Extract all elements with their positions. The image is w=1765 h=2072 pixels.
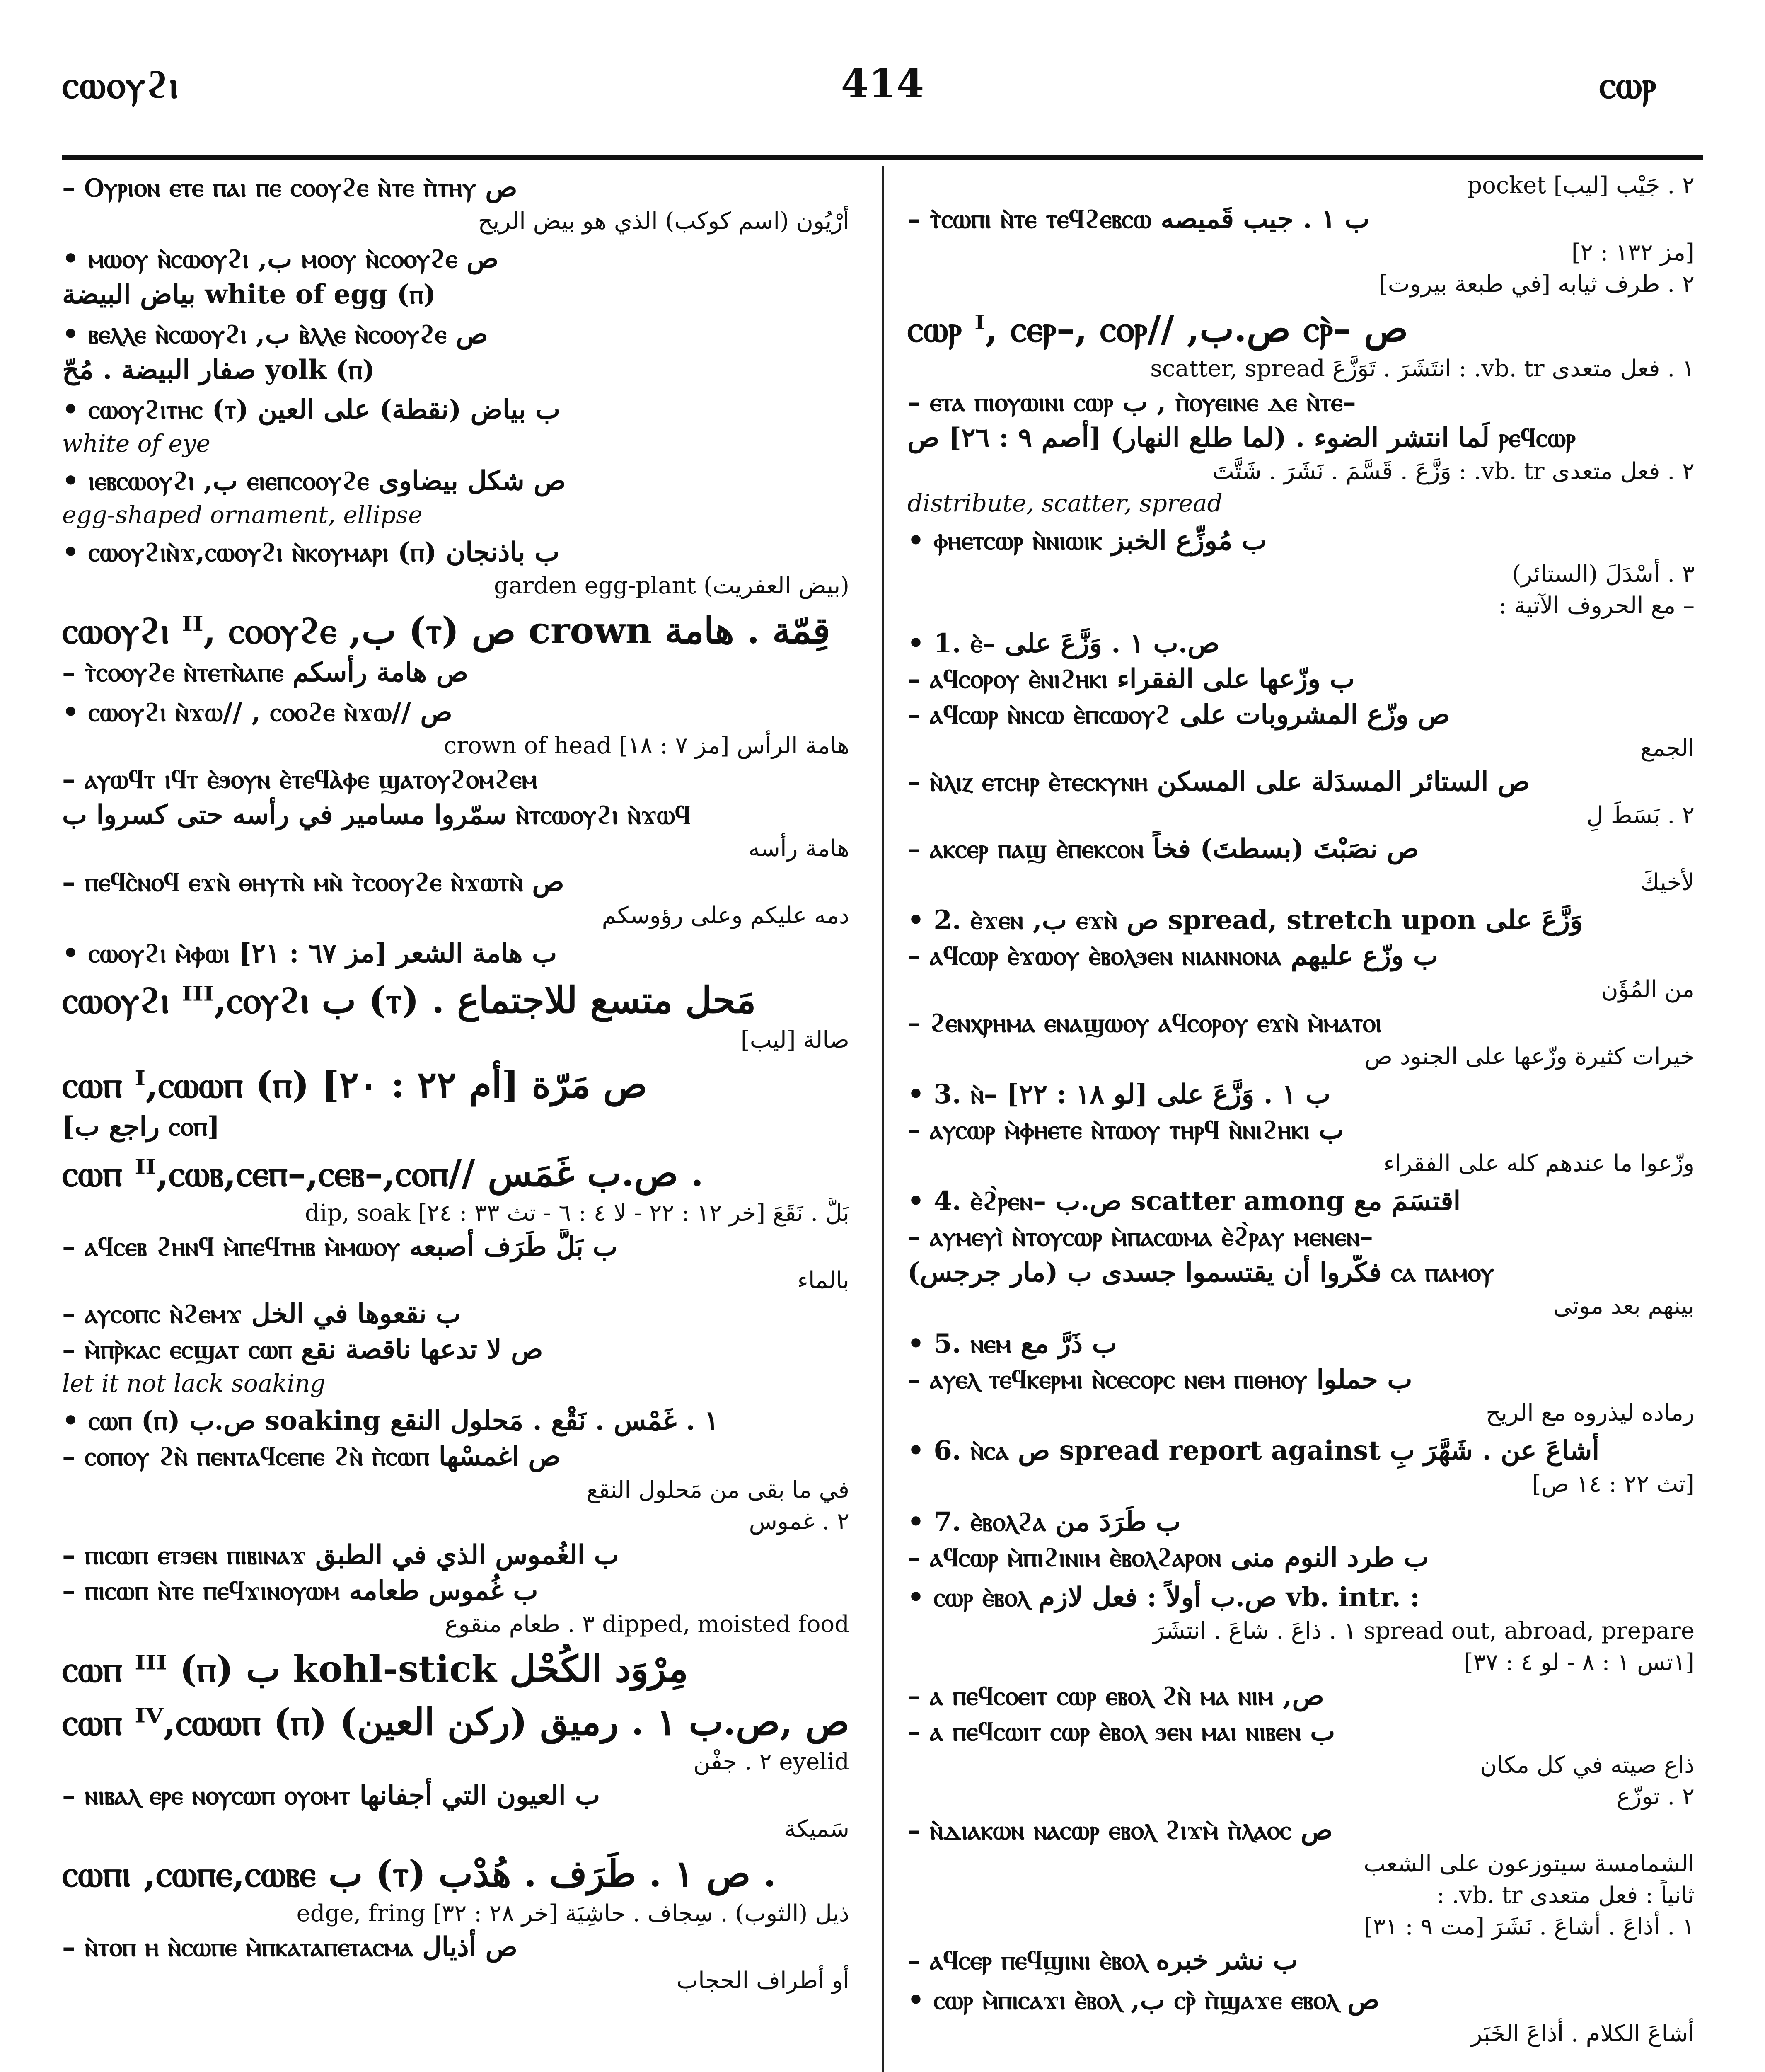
arabic-line: ذيل (الثوب) . سِجاف . حاشِيَة [خر ٢٨ : ٣٢] edge, fring: [296, 1900, 849, 1927]
dictionary-entry: [907, 170, 1695, 300]
dictionary-entry: [907, 1580, 1695, 1978]
arabic-line: خيرات كثيرة وزّعها على الجنود ص: [1364, 1043, 1695, 1070]
arabic-line: eyelid ٢ . جفْن: [693, 1748, 849, 1775]
arabic-line: أشاعَ الكلام . أذاعَ الخَبَر: [1471, 2020, 1695, 2047]
dictionary-entry: [907, 304, 1695, 519]
coptic-line: – Ⲟⲩⲣⲓⲟⲛ ⲉⲧⲉ ⲡⲁⲓ ⲡⲉ ⲥⲟⲟⲩϩⲉ ⲛ̀ⲧⲉ ⲡ̀ⲧⲏⲩ ص: [62, 172, 517, 203]
coptic-line: – ⲁⲩⲥⲱⲣ ⲙ̀ⲫⲏⲉⲧⲉ ⲛ̀ⲧⲱⲟⲩ ⲧⲏⲣϥ ⲛ̀ⲛⲓϩⲏⲕⲓ ب: [907, 1114, 1344, 1145]
running-head-left: ⲥⲱⲟⲩϩⲓ: [62, 62, 179, 107]
coptic-line: • 3. ⲛ̀– ب ١ . وَزَّعَ على [لو ١٨ : ٢٢]: [907, 1079, 1331, 1110]
coptic-line: – ⲡⲉϥⲥ̀ⲛⲟϥ ⲉϫⲛ̀ ⲑⲏⲩⲧⲛ̀ ⲙⲛ̀ ⲧ̀ⲥⲟⲟⲩϩⲉ ⲛ̀ϫⲱⲧⲛ̀ ص: [62, 867, 564, 898]
right-column: [907, 170, 1695, 2072]
arabic-line: ذاع صيته في كل مكان: [1480, 1752, 1695, 1779]
arabic-line: ٣ . أَسْدَلَ (الستائر): [1512, 561, 1695, 588]
coptic-line: – ⲥⲟⲡⲟⲩ ϩⲛ̀ ⲡⲉⲛⲧⲁϥⲥⲉⲡⲉ ϩⲛ̀ ⲡ̀ⲥⲱⲡ ص اغمسْها: [62, 1441, 561, 1472]
entry-headword: ⲥⲱⲡ ᴵ,ⲥⲱⲱⲡ (ⲡ) ص مَرّة [أم ٢٢ : ٢٠]: [62, 1063, 648, 1106]
entry-headword: ⲥⲱⲡ ᴵⱽ,ⲥⲱⲱⲡ (ⲡ) ص ,ص.ب ١ . رميق (ركن العين): [62, 1700, 849, 1743]
dictionary-entry: [62, 606, 849, 690]
arabic-line: الجمع: [1640, 735, 1695, 762]
arabic-line: dipped, moisted food ٣ . طعام منقوع: [445, 1611, 849, 1638]
coptic-line: – ⲙ̀ⲡⲣ̀ⲕⲁⲥ ⲉⲥϣⲁⲧ ⲥⲱⲡ ص لا تدعها ناقصة نقع: [62, 1334, 543, 1365]
arabic-line: ٢ . فعل متعدى vb. tr. : وَزَّعَ . قَسَّمَ . نَشَرَ . شَتَّتَ: [1212, 458, 1695, 485]
coptic-line: – ⲛ̀ⲧⲟⲡ ⲏ ⲛ̀ⲥⲱⲡⲉ ⲙ̀ⲡⲕⲁⲧⲁⲡⲉⲧⲁⲥⲙⲁ ص أذيال: [62, 1932, 518, 1963]
dictionary-entry: [907, 1504, 1695, 1576]
arabic-line: ٢ . بَسَطَ لِ: [1586, 802, 1695, 829]
coptic-line: – ⲁ ⲡⲉϥⲥⲱⲓⲧ ⲥⲱⲣ ⲉ̀ⲃⲟⲗ ϧⲉⲛ ⲙⲁⲓ ⲛⲓⲃⲉⲛ ب: [907, 1716, 1335, 1747]
dictionary-entry: [62, 317, 849, 388]
dictionary-entry: [62, 1403, 849, 1640]
dictionary-entry: [62, 936, 849, 971]
arabic-line: لأخيكَ: [1640, 869, 1695, 896]
dictionary-entry: [62, 1644, 849, 1693]
coptic-line: – ⲁⲩⲥⲟⲡⲥ ⲛ̀ϩⲉⲙϫ ب نقعوها في الخل: [62, 1298, 461, 1329]
coptic-line: – ⲧ̀ⲥⲟⲟⲩϩⲉ ⲛ̀ⲧⲉⲧⲛ̀ⲁⲡⲉ ص هامة رأسكم: [62, 657, 468, 688]
dictionary-entry: [907, 1077, 1695, 1179]
arabic-line: [١تس ١ : ٨ - لو ٤ : ٣٧]: [1464, 1649, 1695, 1676]
arabic-line: ٢ . غموس: [749, 1508, 849, 1535]
coptic-line: • 5. ⲛⲉⲙ ب ذَرَّ مع: [907, 1328, 1117, 1359]
arabic-line: ٢ . توزّع: [1616, 1783, 1695, 1810]
coptic-line: • ⲥⲱⲡ (ⲡ) ص.ب soaking ١ . غَمْس . نَقْع . مَحلول النقع: [62, 1405, 719, 1436]
coptic-line: • ⲥⲱⲟⲩϩⲓ ⲛ̀ϫⲱ// , ⲥⲟⲟϩⲉ ⲛ̀ϫⲱ// ص: [62, 697, 452, 728]
coptic-line: – ⲧ̀ⲥⲱⲡⲓ ⲛ̀ⲧⲉ ⲧⲉϥϩⲉⲃⲥⲱ ب ١ . جيب قَميصه: [907, 203, 1370, 235]
left-column: [62, 170, 849, 2072]
dictionary-entry: [62, 170, 849, 237]
arabic-line: – مع الحروف الآتية :: [1499, 592, 1695, 619]
coptic-line: – ⲉⲧⲁ ⲡⲓⲟⲩⲱⲓⲛⲓ ⲥⲱⲣ ب , ⲡ̀ⲟⲩⲉⲓⲛⲉ ⲇⲉ ⲛ̀ⲧⲉ–: [907, 387, 1356, 418]
coptic-line: – ⲁⲩⲙⲉⲩⲓ̀ ⲛ̀ⲧⲟⲩⲥⲱⲣ ⲙ̀ⲡⲁⲥⲱⲙⲁ ⲉ̀ϩ̀ⲣⲁⲩ ⲙⲉⲛⲉⲛ–: [907, 1221, 1373, 1252]
arabic-line: أو أطراف الحجاب: [676, 1967, 849, 1994]
coptic-line: – ⲁⲩⲱϥⲧ ⲓϥⲧ ⲉ̀ϧⲟⲩⲛ ⲉ̀ⲧⲉϥⲁ̀ⲫⲉ ϣⲁⲧⲟⲩϩⲟⲙϩⲉⲙ: [62, 764, 537, 795]
arabic-line: [مز ١٣٢ : ٢]: [1571, 239, 1695, 266]
coptic-line: • 7. ⲉ̀ⲃⲟⲗϩⲁ ب طَرَدَ من: [907, 1506, 1181, 1537]
coptic-line: – ⲛⲓⲃⲁⲗ ⲉⲣⲉ ⲛⲟⲩⲥⲱⲡ ⲟⲩⲟⲙⲧ ب العيون التي أجفانها: [62, 1780, 600, 1811]
dictionary-entry: [62, 241, 849, 312]
arabic-line: هامة الرأس [مز ٧ : ١٨] crown of head: [444, 732, 849, 759]
page-number: 414: [841, 60, 924, 107]
dictionary-entry: [62, 1060, 849, 1145]
arabic-line: هامة رأسه: [748, 835, 849, 862]
entry-headword: ⲥⲱⲡ ᴵᴵᴵ (ⲡ) ب kohl-stick مِرْوَد الكُحْل: [62, 1647, 688, 1690]
coptic-line: • ⲃⲉⲗⲗⲉ ⲛ̀ⲥⲱⲟⲩϩⲓ ,ب ⲃ̀ⲗⲗⲉ ⲛ̀ⲥⲟⲟⲩϩⲉ ص: [62, 319, 488, 350]
dictionary-entry: [62, 1697, 849, 1845]
dictionary-entry: [907, 1433, 1695, 1500]
entry-headword: ⲥⲱⲟⲩϩⲓ ᴵᴵᴵ,ⲥⲟⲩϩⲓ ب (ⲧ) . مَحل متسع للاجتماع: [62, 978, 756, 1021]
coptic-line: • ⲥⲱⲟⲩϩⲓⲛ̀ϫ,ⲥⲱⲟⲩϩⲓ ⲛ̀ⲕⲟⲩⲙⲁⲣⲓ (ⲡ) ب باذنجان: [62, 537, 560, 568]
coptic-line: – ⲛ̀ⲇⲓⲁⲕⲱⲛ ⲛⲁⲥⲱⲣ ⲉⲃⲟⲗ ϩⲓϫⲙ̀ ⲡ̀ⲗⲁⲟⲥ ص: [907, 1815, 1333, 1846]
dictionary-entry: [62, 695, 849, 932]
arabic-line: spread out, abroad, prepare ١ . ذاعَ . شاعَ . انتشَرَ: [1153, 1617, 1695, 1644]
coptic-line: (مار جرجس) فكّروا أن يقتسموا جسدى ب ⲥⲁ ⲡⲁⲙⲟⲩ: [907, 1257, 1494, 1288]
arabic-line: أُرْيُون (اسم كوكب) الذي هو بيض الريح: [478, 208, 849, 235]
coptic-line: • 6. ⲛ̀ⲥⲁ ص spread report against أشاعَ عن . شَهَّرَ بِ: [907, 1435, 1600, 1466]
coptic-line: – ⲁⲩⲉⲗ ⲧⲉϥⲕⲉⲣⲙⲓ ⲛ̀ⲥⲉⲥⲟⲣⲥ ⲛⲉⲙ ⲡⲓⲑⲏⲟⲩ ب حملوا: [907, 1364, 1412, 1395]
arabic-line: ١ . أذاعَ . أشاعَ . نَشَرَ [مت ٩ : ٣١]: [1364, 1913, 1695, 1940]
arabic-line: ٢ . طرف ثيابه [في طبعة بيروت]: [1378, 271, 1695, 298]
arabic-line: في ما بقى من مَحلول النقع: [586, 1477, 849, 1503]
coptic-line: لَما انتشر الضوء . (لما طلع النهار) [أصم ٩ : ٢٦] ص ⲣⲉϥⲥⲱⲣ: [907, 422, 1576, 453]
arabic-line: رماده ليذروه مع الريح: [1486, 1399, 1695, 1426]
running-head-right: ⲥⲱⲣ: [1599, 62, 1656, 107]
coptic-line: • ⲥⲱⲣ ⲙ̀ⲡⲓⲥⲁϫⲓ ⲉ̀ⲃⲟⲗ ,ب ⲥⲣ̀ ⲡ̀ϣⲁϫⲉ ⲉⲃⲟⲗ ص: [907, 1985, 1380, 2016]
coptic-line: – ⲛ̀ⲗⲓⲍ ⲉⲧⲥⲏⲣ ⲉ̀ⲧⲉⲥⲕⲩⲛⲏ ص الستائر المسدَلة على المسكن: [907, 766, 1530, 797]
coptic-line: • ⲥⲱⲣ ⲉ̀ⲃⲟⲗ ص.ب أولاً : فعل لازم vb. intr. :: [907, 1582, 1420, 1613]
coptic-line: – ⲁ ⲡⲉϥⲥⲟⲉⲓⲧ ⲥⲱⲣ ⲉⲃⲟⲗ ϩⲛ̀ ⲙⲁ ⲛⲓⲙ ,ص: [907, 1680, 1324, 1711]
coptic-line: سمّروا مسامير في رأسه حتى كسروا ب ⲛ̀ⲧⲥⲱⲟⲩϩⲓ ⲛ̀ϫⲱϥ: [62, 799, 691, 830]
coptic-line: – ⲡⲓⲥⲱⲡ ⲛ̀ⲧⲉ ⲡⲉϥϫⲓⲛⲟⲩⲱⲙ ب غُموس طعامه: [62, 1575, 538, 1606]
dictionary-entry: [907, 903, 1695, 1072]
coptic-line: – ⲁϥⲥⲱⲣ ⲛ̀ⲛⲥⲱ ⲉ̀ⲡⲥⲱⲟⲩϩ ص وزّع المشروبات على: [907, 699, 1450, 730]
coptic-line: – ⲁϥⲥⲱⲣ ⲉ̀ϫⲱⲟⲩ ⲉ̀ⲃⲟⲗϧⲉⲛ ⲛⲓⲁⲛⲛⲟⲛⲁ ب وزّع عليهم: [907, 940, 1438, 971]
dictionary-entry: [62, 1849, 849, 1997]
dictionary-entry: [62, 975, 849, 1056]
arabic-line: وزّعوا ما عندهم كله على الفقراء: [1383, 1150, 1695, 1177]
coptic-line: – ⲁϥⲥⲉⲃ ϩⲏⲛϥ ⲙ̀ⲡⲉϥⲧⲏⲃ ⲙ̀ⲙⲱⲟⲩ ب بَلَّ طَرَف أصبعه: [62, 1231, 618, 1262]
coptic-line: – ϩⲉⲛⲭⲣⲏⲙⲁ ⲉⲛⲁϣⲱⲟⲩ ⲁϥⲥⲟⲣⲟⲩ ⲉϫⲛ̀ ⲙ̀ⲙⲁⲧⲟⲓ: [907, 1007, 1382, 1038]
arabic-line: ٢ . جَيْب [ليب] pocket: [1467, 172, 1695, 199]
entry-headword: ⲥⲱⲡⲓ ,ⲥⲱⲡⲉ,ⲥⲱⲃⲉ ب (ⲧ) ص ١ . طَرَف . هُدْب .: [62, 1852, 776, 1895]
page-header: [0, 0, 1765, 157]
coptic-line: – ⲁϥⲥⲉⲣ ⲡⲉϥϣⲓⲛⲓ ⲉ̀ⲃⲟⲗ ب نشر خبره: [907, 1945, 1298, 1976]
entry-headword: ⲥⲱⲡ ᴵᴵ,ⲥⲱⲃ,ⲥⲉⲡ–,ⲥⲉⲃ–,ⲥⲟⲡ// ص.ب غَمَس .: [62, 1152, 704, 1195]
coptic-line: • 2. ⲉ̀ϫⲉⲛ ,ب ⲉϫⲛ̀ ص spread, stretch upon وَزَّعَ على: [907, 905, 1583, 936]
arabic-line: [تث ٢٢ : ١٤ ص]: [1532, 1471, 1695, 1498]
coptic-line: • ⲥⲱⲟⲩϩⲓⲧⲏⲥ (ⲧ) ب بياض (نقطة) على العين: [62, 394, 561, 425]
english-gloss: white of eye: [62, 429, 210, 457]
english-gloss: distribute, scatter, spread: [907, 489, 1223, 517]
arabic-line: سَميكة: [784, 1815, 849, 1842]
coptic-line: صفار البيضة . مُحّ yolk (ⲡ): [62, 354, 375, 385]
arabic-line: ١ . فعل متعدى vb. tr. : انتَشَرَ . تَوَزَّعَ scatter, spread: [1150, 355, 1695, 382]
arabic-line: بالماء: [797, 1267, 849, 1294]
coptic-line: • 4. ⲉ̀ϩ̀ⲣⲉⲛ– ص.ب scatter among اقتسَمَ مع: [907, 1186, 1461, 1217]
arabic-line: بينهم بعد موتى: [1553, 1293, 1695, 1319]
coptic-line: • ⲫⲏⲉⲧⲥⲱⲣ ⲛ̀ⲛⲓⲱⲓⲕ ب مُوزِّع الخبز: [907, 525, 1267, 556]
coptic-line: بياض البيضة white of egg (ⲡ): [62, 279, 436, 310]
arabic-line: (بيض العفريت) garden egg-plant: [493, 572, 849, 599]
dictionary-entry: [907, 1982, 1695, 2050]
arabic-line: الشمامسة سيتوزعون على الشعب: [1364, 1850, 1695, 1877]
entry-headword: ⲥⲱⲣ ᴵ, ⲥⲉⲣ–, ⲥⲟⲣ// ,ص.ب ⲥⲣ̀– ص: [907, 307, 1408, 350]
entry-headword: ⲥⲱⲟⲩϩⲓ ᴵᴵ, ⲥⲟⲟⲩϩⲉ ,ب (ⲧ) ص crown قِمّة . هامة: [62, 609, 830, 652]
dictionary-entry: [907, 523, 1695, 622]
coptic-line: • ⲓⲉⲃⲥⲱⲟⲩϩⲓ ,ب ⲉⲓⲉⲡⲥⲟⲟⲩϩⲉ ص شكل بيضاوى: [62, 465, 566, 496]
english-gloss: let it not lack soaking: [62, 1369, 326, 1397]
dictionary-entry: [907, 1326, 1695, 1429]
arabic-line: صالة [ليب]: [740, 1026, 849, 1053]
coptic-line: – ⲡⲓⲥⲱⲡ ⲉⲧϧⲉⲛ ⲡⲓⲃⲓⲛⲁϫ ب الغُموس الذي في الطبق: [62, 1539, 619, 1571]
english-gloss: egg-shaped ornament, ellipse: [62, 501, 423, 529]
coptic-line: – ⲁⲕⲥⲉⲣ ⲡⲁϣ ⲉ̀ⲡⲉⲕⲥⲟⲛ ص نصَبْتَ (بسطتَ) فخاً: [907, 833, 1419, 864]
arabic-line: ثانياً : فعل متعدى vb. tr. :: [1436, 1882, 1695, 1909]
arabic-line: من المُؤَن: [1601, 976, 1695, 1003]
dictionary-entry: [907, 626, 1695, 898]
coptic-line: • 1. ⲉ̀– ص.ب ١ . وَزَّعَ على: [907, 628, 1220, 659]
coptic-line: • ⲙⲱⲟⲩ ⲛ̀ⲥⲱⲟⲩϩⲓ ,ب ⲙⲟⲟⲩ ⲛ̀ⲥⲟⲟⲩϩⲉ ص: [62, 243, 499, 274]
dictionary-entry: [62, 1149, 849, 1399]
dictionary-entry: [62, 392, 849, 459]
header-rule: [62, 155, 1703, 160]
coptic-line: • ⲥⲱⲟⲩϩⲓ ⲙ̀ⲫⲱⲓ ب هامة الشعر [مز ٦٧ : ٢١]: [62, 938, 557, 969]
coptic-line: – ⲁϥⲥⲟⲣⲟⲩ ⲉ̀ⲛⲓϩⲏⲕⲓ ب وزّعها على الفقراء: [907, 663, 1355, 695]
arabic-line: بَلَّ . نَقَعَ [خر ١٢ : ٢٢ - لا ٤ : ٦ - تث ٣٣ : ٢٤] dip, soak: [305, 1200, 849, 1227]
column-divider: [882, 166, 884, 2072]
coptic-line: [راجع ب ⲥⲟⲡ]: [62, 1111, 220, 1142]
dictionary-entry: [62, 463, 849, 530]
dictionary-entry: [62, 535, 849, 602]
arabic-line: دمه عليكم وعلى رؤوسكم: [602, 902, 849, 929]
coptic-line: – ⲁϥⲥⲱⲣ ⲙ̀ⲡⲓϩⲓⲛⲓⲙ ⲉ̀ⲃⲟⲗϩⲁⲣⲟⲛ ب طرد النوم منى: [907, 1542, 1429, 1573]
dictionary-entry: [907, 1184, 1695, 1322]
